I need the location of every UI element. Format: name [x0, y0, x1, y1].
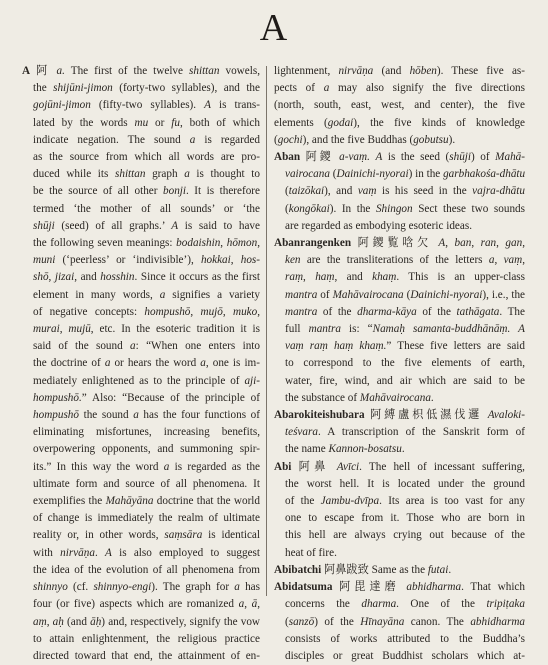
text-line: to attain enlightenment, the religious practice: [33, 632, 260, 645]
text-line: (gochi), and the five Buddhas (gobutsu).: [274, 133, 456, 146]
text-line: A 阿 a. The first of the twelve shittan vowels,: [22, 65, 260, 77]
text-line: this hell are always crying out because of the: [285, 529, 525, 542]
text-line: shūji (seed) of all graphs.’ A is said to have: [33, 219, 260, 232]
page-header-letter: A: [259, 7, 289, 49]
text-line: lated by the words mu or fu, both of which: [33, 116, 260, 129]
text-line: reality or, in other words, saṃsāra is identical: [33, 529, 260, 542]
text-line: overpowering opponents, and summoning spir-: [33, 443, 260, 456]
text-line: (sanzō) of the Hīnayāna canon. The abhidharma: [285, 615, 526, 628]
text-line: vairocana (Dainichi-nyorai) in the garbhakośa-dhātu: [285, 168, 526, 181]
text-line: mantra of the dharma-kāya of the tathāgata. The: [285, 305, 525, 318]
text-line: Abibatchi 阿鼻跋致 Same as the futai.: [274, 563, 452, 576]
right-text-column: [274, 63, 525, 665]
text-line: Aban 阿鑁 a-vaṃ. A is the seed (shūji) of Mahā-: [274, 151, 525, 164]
text-line: element in many words, a signifies a variety: [33, 288, 261, 301]
text-line: directed toward that end, the attainment of en-: [33, 649, 260, 662]
text-line: termed ‘the mother of all sounds’ or ‘the: [33, 202, 260, 215]
text-line: pects of a may also signify the five directions: [274, 82, 525, 95]
text-line: Abanrangenken 阿鑁覧唅欠 A, ban, ran, gan,: [274, 237, 525, 250]
text-line: Abidatsuma 阿毘達磨 abhidharma. That which: [274, 581, 525, 594]
text-line: heat of fire.: [285, 546, 337, 559]
text-line: vaṃ raṃ haṃ khaṃ.” These five letters are said: [285, 340, 525, 353]
text-line: the substance of Mahāvairocana.: [285, 391, 434, 404]
column-divider: [266, 66, 267, 596]
text-line: water, fire, wind, and air which are said to be: [285, 374, 525, 387]
text-line: be the source of all other bonji. It is therefore: [33, 185, 260, 198]
text-line: murai, mujū, etc. In the esoteric tradition it is: [33, 323, 260, 336]
text-line: Abi 阿鼻 Avīci. The hell of incessant suffering,: [274, 460, 525, 473]
text-line: the worst hell. It is located under the ground: [285, 477, 525, 490]
text-line: the shijūni-jimon (forty-two syllables), and the: [33, 82, 260, 95]
text-line: ken are the transliterations of the letters a, vaṃ,: [285, 254, 525, 267]
text-line: full mantra is: “Namaḥ samanta-buddhānāṃ. A: [285, 323, 525, 336]
text-line: mantra of Mahāvairocana (Dainichi-nyorai), i.e., the: [285, 288, 526, 301]
text-line: its.” In this way the word a is regarded as the: [33, 460, 261, 473]
text-line: raṃ, haṃ, and khaṃ. This is an upper-class: [285, 271, 525, 284]
text-line: mediately enlightened as to the principle of aji-: [33, 374, 260, 387]
text-line: (north, south, east, west, and center), the five: [274, 99, 525, 112]
text-line: concerns the dharma. One of the tripiṭaka: [285, 598, 525, 611]
text-line: four (or five) aspects which are romanized a, ā,: [33, 598, 261, 611]
text-line: duced while its shittan graph a is thought to: [33, 168, 260, 181]
text-line: are regarded as embodying esoteric ideas.: [285, 219, 472, 232]
text-line: indicate negation. The sound a is regarded: [33, 133, 261, 146]
text-line: the idea of the evolution of all phenomena from: [33, 563, 260, 576]
text-line: of negative concepts: hompushō, mujō, muko,: [33, 305, 261, 318]
left-text-column: [22, 63, 260, 665]
text-line: (taizōkai), and vaṃ is his seed in the vajra-dhātu: [285, 185, 525, 198]
text-line: muni (‘peerless’ or ‘indivisible’), hokkai, hos-: [33, 254, 261, 267]
text-line: shō, jizai, and hosshin. Since it occurs as the first: [33, 271, 261, 284]
text-line: of change is immediately the realm of ultimate: [33, 512, 260, 525]
text-line: aṃ, aḥ (and āḥ) and, respectively, signify the vow: [33, 615, 260, 628]
text-line: the name Kannon-bosatsu.: [285, 443, 405, 456]
text-line: the following seven meanings: bodaishin, hōmon,: [33, 237, 260, 250]
text-line: shinnyo (cf. shinnyo-engi). The graph for a has: [33, 581, 260, 594]
text-line: hompushō.” Also: “Because of the principle of: [33, 391, 260, 404]
text-line: with nirvāṇa. A is also employed to suggest: [33, 546, 261, 559]
text-line: one to escape from it. Those who are born in: [285, 512, 525, 525]
text-line: Abarokiteishubara 阿縛盧枳低濕伐邏 Avaloki-: [274, 409, 525, 422]
text-line: elements (godai), the five kinds of knowledge: [274, 116, 525, 129]
text-line: to correspond to the five elements of earth,: [285, 357, 525, 370]
text-line: hompushō the sound a has the four functions of: [33, 409, 260, 422]
text-line: exemplifies the Mahāyāna doctrine that the world: [33, 495, 261, 508]
text-line: ultimate form and source of all phenomena. It: [33, 477, 260, 490]
text-line: gojūni-jimon (fifty-two syllables). A is trans-: [33, 99, 260, 112]
text-line: lightenment, nirvāṇa (and hōben). These five as-: [274, 65, 525, 77]
text-line: consists of works attributed to the Buddha’s: [285, 632, 525, 645]
text-line: as the source from which all words are pro-: [33, 151, 260, 164]
text-line: (kongōkai). In the Shingon Sect these two sounds: [285, 202, 525, 215]
text-line: the doctrine of a or hears the word a, one is im-: [33, 357, 260, 370]
text-line: eliminating misfortunes, increasing benefits,: [33, 426, 260, 439]
text-line: teśvara. A transcription of the Sanskrit form of: [285, 426, 525, 439]
text-line: said of the sound a: “When one enters into: [33, 340, 260, 353]
text-line: disciples or great Buddhist scholars which at-: [285, 649, 525, 662]
text-line: of the Jambu-dvīpa. Its area is too vast for any: [285, 495, 525, 508]
